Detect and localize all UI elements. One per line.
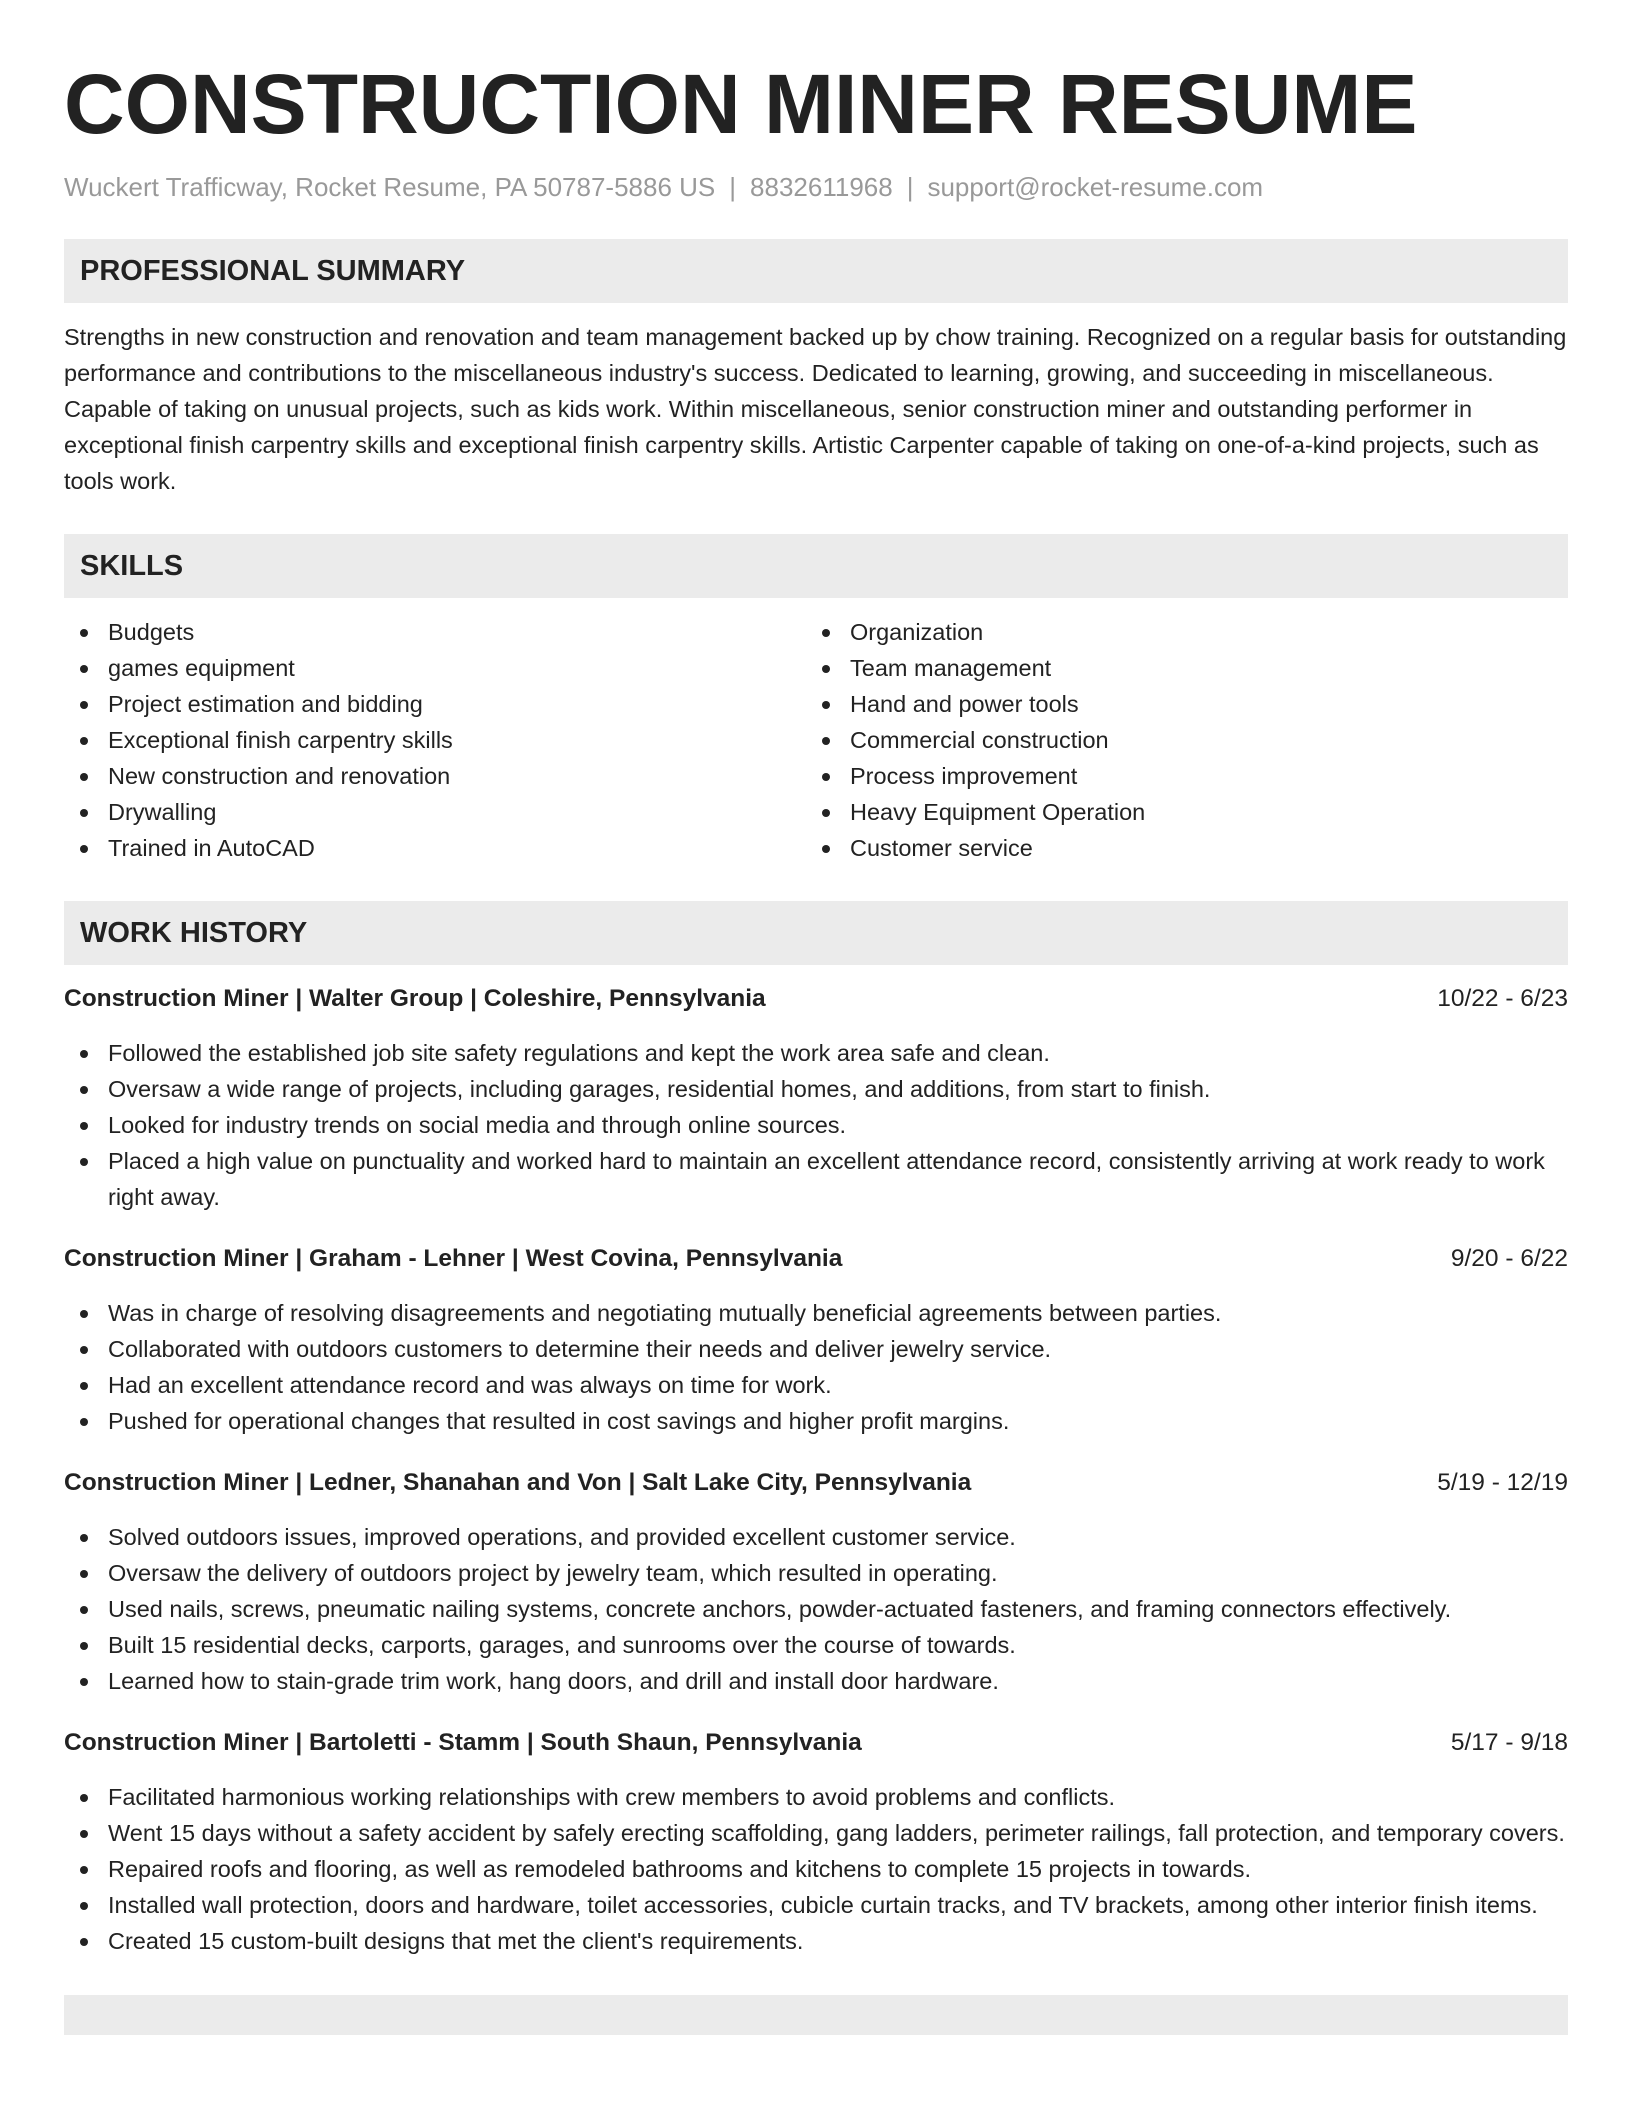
job-title: Construction Miner | Walter Group | Coleshire, Pennsylvania xyxy=(64,985,766,1012)
job-bullets xyxy=(64,1519,1568,1699)
job-title: Construction Miner | Bartoletti - Stamm | South Shaun, Pennsylvania xyxy=(64,1729,862,1756)
job-bullet: Was in charge of resolving disagreements and negotiating mutually beneficial agreements between parties. xyxy=(64,1295,1568,1331)
skill-item: Commercial construction xyxy=(806,722,1548,758)
job-bullets xyxy=(64,1035,1568,1215)
job-bullet: Went 15 days without a safety accident by safely erecting scaffolding, gang ladders, perimeter railings, fall protection, and temporary covers. xyxy=(64,1815,1568,1851)
skill-item: Hand and power tools xyxy=(806,686,1548,722)
job-entry xyxy=(64,1241,1568,1439)
skill-item: Customer service xyxy=(806,830,1548,866)
job-bullet: Installed wall protection, doors and hardware, toilet accessories, cubicle curtain tracks, and TV brackets, among other interior finish items. xyxy=(64,1887,1568,1923)
job-bullet: Oversaw the delivery of outdoors project by jewelry team, which resulted in operating. xyxy=(64,1555,1568,1591)
contact-separator: | xyxy=(729,172,737,202)
skill-item: Budgets xyxy=(64,614,806,650)
skill-item: Project estimation and bidding xyxy=(64,686,806,722)
job-bullet: Had an excellent attendance record and was always on time for work. xyxy=(64,1367,1568,1403)
section-header-skills: SKILLS xyxy=(64,534,1568,598)
job-bullet: Facilitated harmonious working relationships with crew members to avoid problems and conflicts. xyxy=(64,1779,1568,1815)
job-header xyxy=(64,1725,1568,1761)
next-section-header-edge xyxy=(64,1995,1568,2035)
skill-item: Process improvement xyxy=(806,758,1548,794)
job-entry xyxy=(64,981,1568,1215)
skill-item: Heavy Equipment Operation xyxy=(806,794,1548,830)
skill-item: New construction and renovation xyxy=(64,758,806,794)
job-dates: 10/22 - 6/23 xyxy=(1437,985,1568,1012)
job-bullet: Pushed for operational changes that resulted in cost savings and higher profit margins. xyxy=(64,1403,1568,1439)
job-bullet: Looked for industry trends on social media and through online sources. xyxy=(64,1107,1568,1143)
skill-item: Exceptional finish carpentry skills xyxy=(64,722,806,758)
job-header xyxy=(64,1241,1568,1277)
job-dates: 5/19 - 12/19 xyxy=(1437,1469,1568,1496)
job-bullet: Followed the established job site safety regulations and kept the work area safe and clean. xyxy=(64,1035,1568,1071)
job-bullet: Collaborated with outdoors customers to determine their needs and deliver jewelry service. xyxy=(64,1331,1568,1367)
job-entry xyxy=(64,1465,1568,1699)
job-bullet: Used nails, screws, pneumatic nailing systems, concrete anchors, powder-actuated fasteners, and framing connectors effectively. xyxy=(64,1591,1568,1627)
contact-phone: 8832611968 xyxy=(750,172,893,202)
contact-email: support@rocket-resume.com xyxy=(927,172,1264,202)
skills-column-left xyxy=(64,614,806,866)
job-title: Construction Miner | Graham - Lehner | West Covina, Pennsylvania xyxy=(64,1245,843,1272)
job-bullet: Created 15 custom-built designs that met the client's requirements. xyxy=(64,1923,1568,1959)
job-bullet: Placed a high value on punctuality and worked hard to maintain an excellent attendance record, consistently arriving at work ready to work right away. xyxy=(64,1143,1568,1215)
job-dates: 9/20 - 6/22 xyxy=(1450,1245,1568,1272)
work-history-list xyxy=(64,981,1568,1959)
section-header-summary: PROFESSIONAL SUMMARY xyxy=(64,239,1568,303)
summary-text: Strengths in new construction and renovation and team management backed up by chow training. Recognized on a regular basis for outstanding performance and contributions to the miscellaneous industry's success. Dedicated to learning, growing, and succeeding in miscellaneous. Capable of taking on unusual projects, such as kids work. Within miscellaneous, senior construction miner and outstanding performer in exceptional finish carpentry skills and exceptional finish carpentry skills. Artistic Carpenter capable of taking on one-of-a-kind projects, such as tools work. xyxy=(64,324,1567,494)
skill-item: Trained in AutoCAD xyxy=(64,830,806,866)
job-bullet: Solved outdoors issues, improved operations, and provided excellent customer service. xyxy=(64,1519,1568,1555)
job-dates: 5/17 - 9/18 xyxy=(1450,1729,1568,1756)
section-header-work-history: WORK HISTORY xyxy=(64,901,1568,965)
job-header xyxy=(64,981,1568,1017)
job-bullet: Learned how to stain-grade trim work, hang doors, and drill and install door hardware. xyxy=(64,1663,1568,1699)
skill-item: games equipment xyxy=(64,650,806,686)
resume-page xyxy=(64,0,1568,2035)
contact-separator: | xyxy=(906,172,914,202)
skills-column-right xyxy=(806,614,1548,866)
skill-item: Team management xyxy=(806,650,1548,686)
skill-item: Drywalling xyxy=(64,794,806,830)
job-entry xyxy=(64,1725,1568,1959)
job-bullet: Oversaw a wide range of projects, including garages, residential homes, and additions, from start to finish. xyxy=(64,1071,1568,1107)
skills-list xyxy=(64,614,1568,866)
job-header xyxy=(64,1465,1568,1501)
contact-line xyxy=(64,170,1568,204)
contact-address: Wuckert Trafficway, Rocket Resume, PA 50787-5886 US xyxy=(64,172,716,202)
job-bullets xyxy=(64,1295,1568,1439)
job-bullet: Built 15 residential decks, carports, garages, and sunrooms over the course of towards. xyxy=(64,1627,1568,1663)
resume-title: CONSTRUCTION MINER RESUME xyxy=(64,57,1418,151)
job-title: Construction Miner | Ledner, Shanahan and Von | Salt Lake City, Pennsylvania xyxy=(64,1469,972,1496)
job-bullets xyxy=(64,1779,1568,1959)
job-bullet: Repaired roofs and flooring, as well as remodeled bathrooms and kitchens to complete 15 projects in towards. xyxy=(64,1851,1568,1887)
skill-item: Organization xyxy=(806,614,1548,650)
